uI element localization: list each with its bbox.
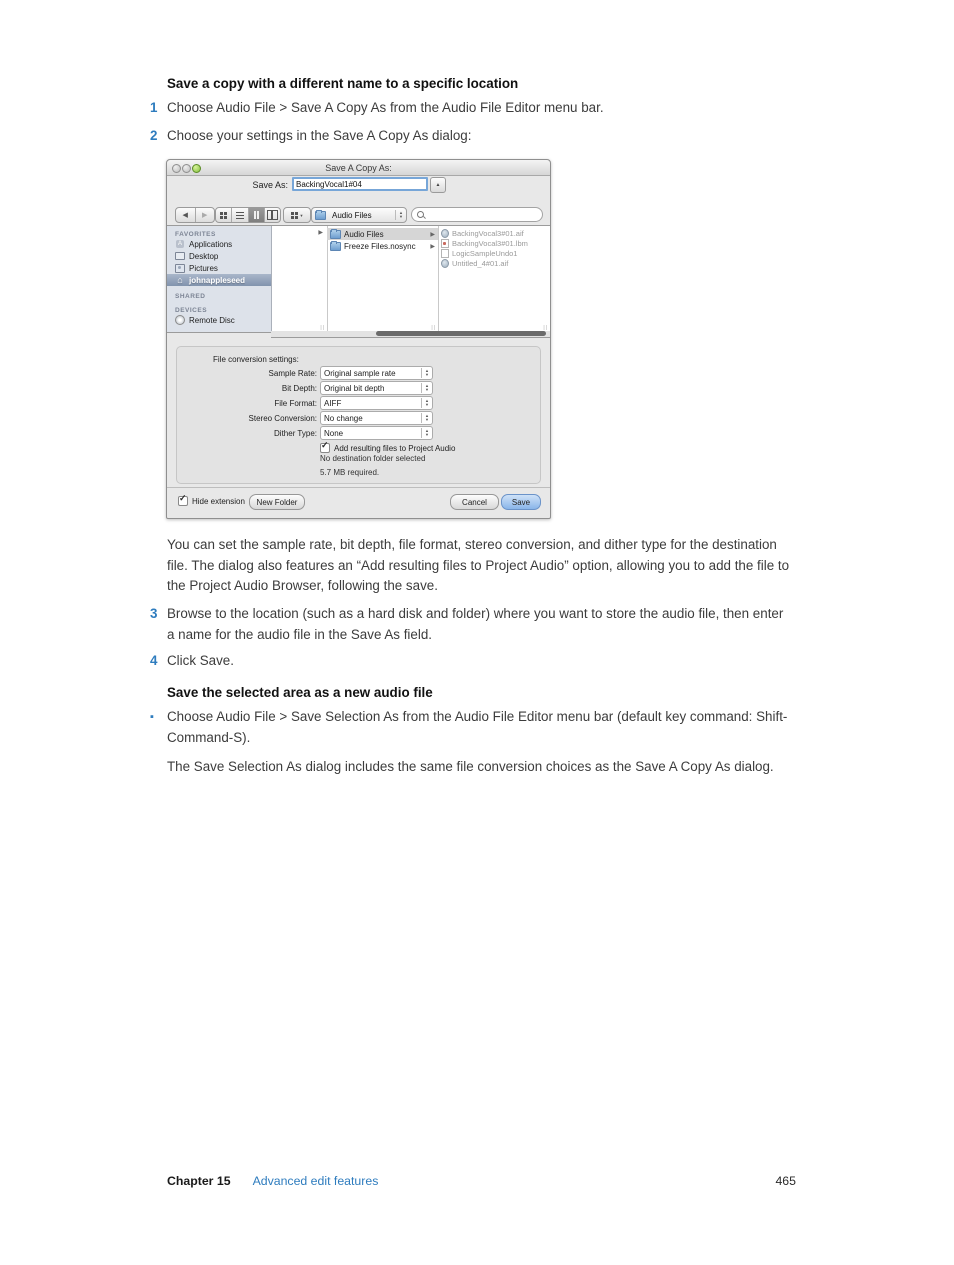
step-4 — [150, 651, 792, 672]
sidebar-item-pictures[interactable] — [167, 262, 271, 274]
stereo-conversion-label: Stereo Conversion: — [248, 413, 317, 423]
navigation-buttons — [175, 207, 215, 223]
page-footer — [167, 1174, 796, 1188]
lbm-file-icon — [441, 239, 449, 247]
location-popup-label: Audio Files — [332, 210, 372, 220]
check-icon: ✓ — [321, 440, 329, 450]
file-name: LogicSampleUndo1 — [452, 248, 518, 258]
file-row[interactable] — [438, 228, 550, 238]
add-to-project-audio-row — [320, 441, 683, 455]
save-as-input[interactable] — [292, 177, 428, 191]
dialog-titlebar[interactable] — [167, 160, 550, 176]
parent-folder-arrow-icon: ▶ — [318, 230, 323, 236]
bit-depth-popup[interactable] — [320, 381, 433, 395]
step-text: Click Save. — [167, 653, 234, 668]
sidebar-item-label: Desktop — [189, 251, 219, 261]
folder-row-audio-files[interactable] — [327, 228, 438, 240]
favorites-header: FAVORITES — [175, 231, 216, 238]
step-1 — [150, 98, 792, 119]
save-as-label: Save As: — [252, 180, 288, 190]
chapter-title-link[interactable]: Advanced edit features — [252, 1174, 379, 1188]
step-text: Browse to the location (such as a hard disk and folder) where you want to store the audio file, then enter a name for the audio file in the Save As field. — [167, 606, 784, 642]
browser-column-parent[interactable] — [271, 226, 328, 332]
column-view-button[interactable] — [249, 208, 265, 222]
popup-value: Original bit depth — [324, 383, 385, 393]
browser-column-folders — [327, 226, 439, 332]
sample-rate-popup[interactable] — [320, 366, 433, 380]
folder-row-freeze-files[interactable] — [327, 240, 438, 252]
file-name: BackingVocal3#01.aif — [452, 228, 524, 238]
sample-rate-label: Sample Rate: — [268, 368, 317, 378]
dialog-title: Save A Copy As: — [325, 163, 392, 173]
horizontal-scrollbar[interactable] — [271, 331, 550, 338]
search-icon — [417, 211, 424, 218]
folder-arrow-icon: ▶ — [430, 243, 435, 250]
section-heading: Save the selected area as a new audio file — [167, 685, 433, 700]
step-number: 3 — [150, 606, 158, 621]
action-menu-button[interactable] — [284, 208, 310, 222]
hide-extension-row — [178, 493, 245, 506]
file-format-popup[interactable] — [320, 396, 433, 410]
bit-depth-row — [177, 381, 540, 395]
step-number: 2 — [150, 128, 158, 143]
action-menu-group — [283, 207, 311, 223]
checkbox-label: Add resulting files to Project Audio — [334, 443, 456, 453]
action-menu-arrow-icon: ▼ — [299, 212, 304, 218]
sidebar-item-applications[interactable] — [167, 238, 271, 250]
step-number: 1 — [150, 100, 158, 115]
shared-header: SHARED — [175, 293, 206, 300]
popup-stepper-icon — [395, 210, 403, 220]
back-icon: ◀ — [182, 211, 188, 219]
back-button[interactable] — [176, 208, 196, 222]
hide-extension-checkbox[interactable] — [178, 493, 188, 506]
list-view-button[interactable] — [232, 208, 248, 222]
folder-icon — [330, 242, 341, 251]
chapter-label: Chapter 15 — [167, 1174, 231, 1188]
folder-icon — [315, 211, 326, 220]
coverflow-view-icon — [267, 210, 278, 220]
icon-view-icon — [220, 212, 223, 215]
column-view-icon — [254, 211, 256, 219]
bullet-text: Choose Audio File > Save Selection As from the Audio File Editor menu bar (default key command: Shift-Command-S). — [167, 709, 788, 745]
sidebar-item-label: Pictures — [189, 263, 218, 273]
check-icon: ✓ — [179, 493, 187, 503]
forward-icon: ▶ — [202, 211, 208, 219]
file-format-row — [177, 396, 540, 410]
location-popup[interactable] — [311, 207, 407, 223]
popup-stepper-icon — [421, 383, 429, 393]
paragraph: The Save Selection As dialog includes the same file conversion choices as the Save A Copy As dialog. — [167, 759, 774, 774]
browser-column-files — [438, 226, 550, 332]
step-text: Choose Audio File > Save A Copy As from the Audio File Editor menu bar. — [167, 100, 604, 115]
bit-depth-label: Bit Depth: — [281, 383, 317, 393]
sample-rate-row — [177, 366, 540, 380]
audio-file-icon — [441, 229, 449, 237]
save-button[interactable]: Save — [501, 494, 541, 510]
popup-stepper-icon — [421, 428, 429, 438]
browser-sidebar — [167, 226, 272, 332]
dither-type-popup[interactable] — [320, 426, 433, 440]
file-format-label: File Format: — [274, 398, 317, 408]
file-row[interactable] — [438, 248, 550, 258]
document-icon — [441, 249, 449, 257]
file-name: Untitled_4#01.aif — [452, 258, 509, 268]
popup-value: AIFF — [324, 398, 342, 408]
popup-stepper-icon — [421, 413, 429, 423]
sidebar-item-label: johnappleseed — [189, 275, 246, 285]
new-folder-button[interactable]: New Folder — [249, 494, 305, 510]
sidebar-item-remote-disc[interactable] — [167, 314, 271, 326]
list-view-icon — [236, 212, 244, 213]
popup-stepper-icon — [421, 368, 429, 378]
sidebar-item-home[interactable] — [167, 274, 271, 286]
action-grid-icon — [291, 212, 294, 215]
disc-icon — [175, 316, 185, 324]
audio-file-icon — [441, 259, 449, 267]
pictures-icon — [175, 264, 185, 272]
applications-icon: A — [177, 241, 182, 247]
folder-icon — [330, 230, 341, 239]
home-icon: ⌂ — [177, 275, 183, 285]
file-conversion-settings-panel — [176, 346, 541, 484]
view-mode-buttons — [215, 207, 281, 223]
popup-value: None — [324, 428, 344, 438]
coverflow-view-button[interactable] — [265, 208, 280, 222]
column-resize-handle[interactable]: || — [543, 325, 548, 331]
size-note: 5.7 MB required. — [320, 468, 380, 477]
column-resize-handle[interactable]: || — [320, 325, 325, 331]
scrollbar-thumb[interactable] — [376, 331, 546, 336]
bullet-icon: ▪ — [150, 711, 154, 723]
cancel-button[interactable]: Cancel — [450, 494, 499, 510]
dither-type-label: Dither Type: — [274, 428, 317, 438]
disclosure-up-icon: ▲ — [435, 182, 441, 188]
dialog-footer — [167, 487, 550, 518]
section-heading: Save a copy with a different name to a specific location — [167, 76, 519, 91]
popup-stepper-icon — [421, 398, 429, 408]
file-name: BackingVocal3#01.lbm — [452, 238, 528, 248]
step-text: Choose your settings in the Save A Copy As dialog: — [167, 128, 472, 143]
hide-extension-label: Hide extension — [192, 496, 245, 506]
column-resize-handle[interactable]: || — [431, 325, 436, 331]
page-number: 465 — [775, 1174, 796, 1188]
stereo-conversion-row — [177, 411, 540, 425]
file-row[interactable] — [438, 258, 550, 268]
desktop-icon — [175, 252, 185, 260]
file-row[interactable] — [438, 238, 550, 248]
collapse-dialog-button[interactable] — [430, 177, 446, 193]
sidebar-item-label: Remote Disc — [189, 315, 235, 325]
step-number: 4 — [150, 653, 158, 668]
stereo-conversion-popup[interactable] — [320, 411, 433, 425]
dither-type-row — [177, 426, 540, 440]
step-2 — [150, 126, 792, 147]
destination-note: No destination folder selected — [320, 454, 426, 463]
add-to-project-audio-checkbox[interactable] — [320, 440, 330, 453]
settings-heading: File conversion settings: — [213, 355, 299, 364]
forward-button[interactable] — [196, 208, 215, 222]
popup-value: No change — [324, 413, 363, 423]
folder-name: Freeze Files.nosync — [344, 241, 416, 251]
folder-name: Audio Files — [344, 229, 384, 239]
sidebar-item-desktop[interactable] — [167, 250, 271, 262]
step-3 — [150, 604, 792, 645]
folder-arrow-icon: ▶ — [430, 231, 435, 238]
search-field[interactable] — [411, 207, 543, 222]
file-browser — [167, 225, 550, 333]
save-a-copy-as-dialog — [166, 159, 551, 519]
sidebar-item-label: Applications — [189, 239, 233, 249]
paragraph: You can set the sample rate, bit depth, file format, stereo conversion, and dither type for the destination file. The dialog also features an “Add resulting files to Project Audio” option, allowing you to add the file to the Project Audio Browser, following the save. — [167, 537, 790, 594]
devices-header: DEVICES — [175, 307, 208, 314]
popup-value: Original sample rate — [324, 368, 396, 378]
icon-view-button[interactable] — [216, 208, 232, 222]
bullet-item — [150, 707, 792, 748]
